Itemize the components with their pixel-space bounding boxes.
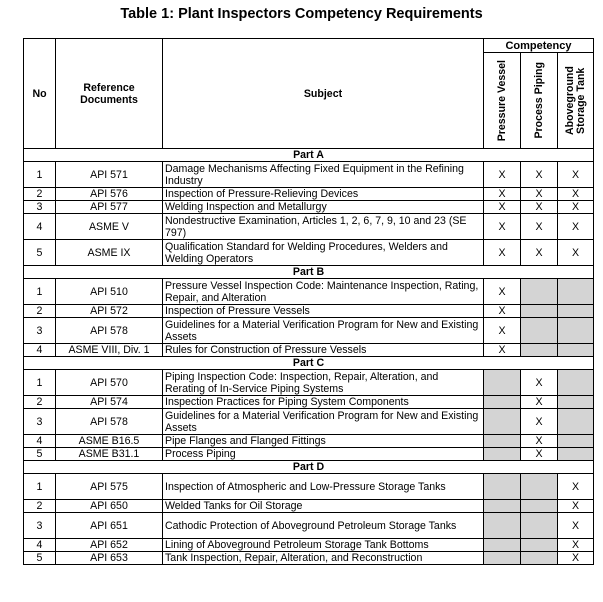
reference-document: API 578 [56,409,163,435]
reference-document: ASME V [56,214,163,240]
row-number: 2 [24,305,56,318]
process-piping-cell [521,552,558,565]
storage-tank-cell [558,305,594,318]
reference-document: ASME IX [56,240,163,266]
pressure-vessel-cell: X [484,188,521,201]
table-row [24,344,594,357]
process-piping-cell [521,318,558,344]
subject-cell: Tank Inspection, Repair, Alteration, and Reconstruction [163,552,484,565]
storage-tank-cell: X [558,552,594,565]
pressure-vessel-cell [484,513,521,539]
subject-cell: Damage Mechanisms Affecting Fixed Equipment in the Refining Industry [163,162,484,188]
reference-document: ASME VIII, Div. 1 [56,344,163,357]
pressure-vessel-cell [484,370,521,396]
row-number: 3 [24,201,56,214]
pressure-vessel-cell [484,500,521,513]
row-number: 5 [24,552,56,565]
storage-tank-cell [558,344,594,357]
subject-cell: Qualification Standard for Welding Procedures, Welders and Welding Operators [163,240,484,266]
storage-tank-cell: X [558,240,594,266]
row-number: 2 [24,188,56,201]
table-row [24,240,594,266]
reference-document: API 652 [56,539,163,552]
storage-tank-cell [558,318,594,344]
table-row [24,448,594,461]
process-piping-cell [521,539,558,552]
reference-document: API 650 [56,500,163,513]
header-aboveground-storage-tank: Aboveground Storage Tank [558,53,594,149]
reference-document: API 576 [56,188,163,201]
process-piping-cell: X [521,409,558,435]
pressure-vessel-cell: X [484,214,521,240]
table-row [24,500,594,513]
header-process-piping: Process Piping [521,53,558,149]
storage-tank-cell [558,396,594,409]
storage-tank-cell: X [558,539,594,552]
pressure-vessel-cell: X [484,305,521,318]
table-row [24,201,594,214]
process-piping-cell: X [521,370,558,396]
storage-tank-cell [558,370,594,396]
storage-tank-cell: X [558,474,594,500]
subject-cell: Guidelines for a Material Verification Program for New and Existing Assets [163,318,484,344]
part-label: Part C [24,357,594,370]
reference-document: API 574 [56,396,163,409]
table-row [24,409,594,435]
row-number: 1 [24,279,56,305]
subject-cell: Inspection of Pressure-Relieving Devices [163,188,484,201]
reference-document: ASME B31.1 [56,448,163,461]
subject-cell: Process Piping [163,448,484,461]
table-header [24,39,594,149]
process-piping-cell [521,305,558,318]
subject-cell: Cathodic Protection of Aboveground Petroleum Storage Tanks [163,513,484,539]
subject-cell: Inspection of Pressure Vessels [163,305,484,318]
table-row [24,435,594,448]
pressure-vessel-cell: X [484,279,521,305]
table-row [24,370,594,396]
subject-cell: Rules for Construction of Pressure Vessels [163,344,484,357]
process-piping-cell: X [521,435,558,448]
subject-cell: Pipe Flanges and Flanged Fittings [163,435,484,448]
storage-tank-cell [558,435,594,448]
process-piping-cell [521,279,558,305]
pressure-vessel-cell: X [484,201,521,214]
header-pressure-vessel: Pressure Vessel [484,53,521,149]
part-header-row [24,357,594,370]
table-row [24,214,594,240]
row-number: 1 [24,162,56,188]
reference-document: API 572 [56,305,163,318]
subject-cell: Guidelines for a Material Verification Program for New and Existing Assets [163,409,484,435]
table-row [24,318,594,344]
subject-cell: Welding Inspection and Metallurgy [163,201,484,214]
row-number: 4 [24,539,56,552]
table-row [24,513,594,539]
reference-document: API 577 [56,201,163,214]
table-row [24,305,594,318]
header-competency: Competency [484,39,594,53]
process-piping-cell: X [521,240,558,266]
row-number: 1 [24,474,56,500]
table-body [24,149,594,565]
process-piping-cell [521,344,558,357]
header-no: No [24,39,56,149]
subject-cell: Nondestructive Examination, Articles 1, 2, 6, 7, 9, 10 and 23 (SE 797) [163,214,484,240]
storage-tank-cell [558,448,594,461]
reference-document: API 575 [56,474,163,500]
process-piping-cell [521,500,558,513]
subject-cell: Inspection Practices for Piping System Components [163,396,484,409]
process-piping-cell: X [521,162,558,188]
header-subject: Subject [163,39,484,149]
row-number: 1 [24,370,56,396]
table-title: Table 1: Plant Inspectors Competency Requirements [120,6,483,22]
table-row [24,396,594,409]
subject-cell: Pressure Vessel Inspection Code: Maintenance Inspection, Rating, Repair, and Alteration [163,279,484,305]
header-reference-documents: Reference Documents [56,39,163,149]
part-label: Part D [24,461,594,474]
reference-document: API 510 [56,279,163,305]
row-number: 3 [24,513,56,539]
pressure-vessel-cell [484,552,521,565]
table-row [24,539,594,552]
storage-tank-cell: X [558,214,594,240]
reference-document: API 578 [56,318,163,344]
pressure-vessel-cell [484,396,521,409]
process-piping-cell: X [521,448,558,461]
subject-cell: Lining of Aboveground Petroleum Storage Tank Bottoms [163,539,484,552]
part-header-row [24,461,594,474]
process-piping-cell [521,474,558,500]
process-piping-cell [521,513,558,539]
row-number: 3 [24,409,56,435]
pressure-vessel-cell [484,409,521,435]
subject-cell: Inspection of Atmospheric and Low-Pressure Storage Tanks [163,474,484,500]
storage-tank-cell [558,409,594,435]
part-label: Part A [24,149,594,162]
storage-tank-cell: X [558,162,594,188]
part-label: Part B [24,266,594,279]
part-header-row [24,266,594,279]
pressure-vessel-cell [484,539,521,552]
reference-document: API 651 [56,513,163,539]
pressure-vessel-cell [484,448,521,461]
storage-tank-cell: X [558,513,594,539]
storage-tank-cell: X [558,500,594,513]
row-number: 3 [24,318,56,344]
table-row [24,279,594,305]
row-number: 5 [24,240,56,266]
row-number: 4 [24,344,56,357]
reference-document: API 653 [56,552,163,565]
row-number: 4 [24,435,56,448]
pressure-vessel-cell: X [484,162,521,188]
row-number: 2 [24,396,56,409]
table-row [24,552,594,565]
process-piping-cell: X [521,396,558,409]
pressure-vessel-cell [484,474,521,500]
table-row [24,162,594,188]
reference-document: ASME B16.5 [56,435,163,448]
table-row [24,188,594,201]
process-piping-cell: X [521,188,558,201]
row-number: 4 [24,214,56,240]
competency-table [23,38,594,565]
subject-cell: Piping Inspection Code: Inspection, Repair, Alteration, and Rerating of In-Service Piping Systems [163,370,484,396]
table-row [24,474,594,500]
pressure-vessel-cell: X [484,240,521,266]
process-piping-cell: X [521,214,558,240]
row-number: 5 [24,448,56,461]
storage-tank-cell [558,279,594,305]
storage-tank-cell: X [558,201,594,214]
storage-tank-cell: X [558,188,594,201]
pressure-vessel-cell [484,435,521,448]
row-number: 2 [24,500,56,513]
reference-document: API 571 [56,162,163,188]
reference-document: API 570 [56,370,163,396]
part-header-row [24,149,594,162]
subject-cell: Welded Tanks for Oil Storage [163,500,484,513]
process-piping-cell: X [521,201,558,214]
pressure-vessel-cell: X [484,344,521,357]
pressure-vessel-cell: X [484,318,521,344]
